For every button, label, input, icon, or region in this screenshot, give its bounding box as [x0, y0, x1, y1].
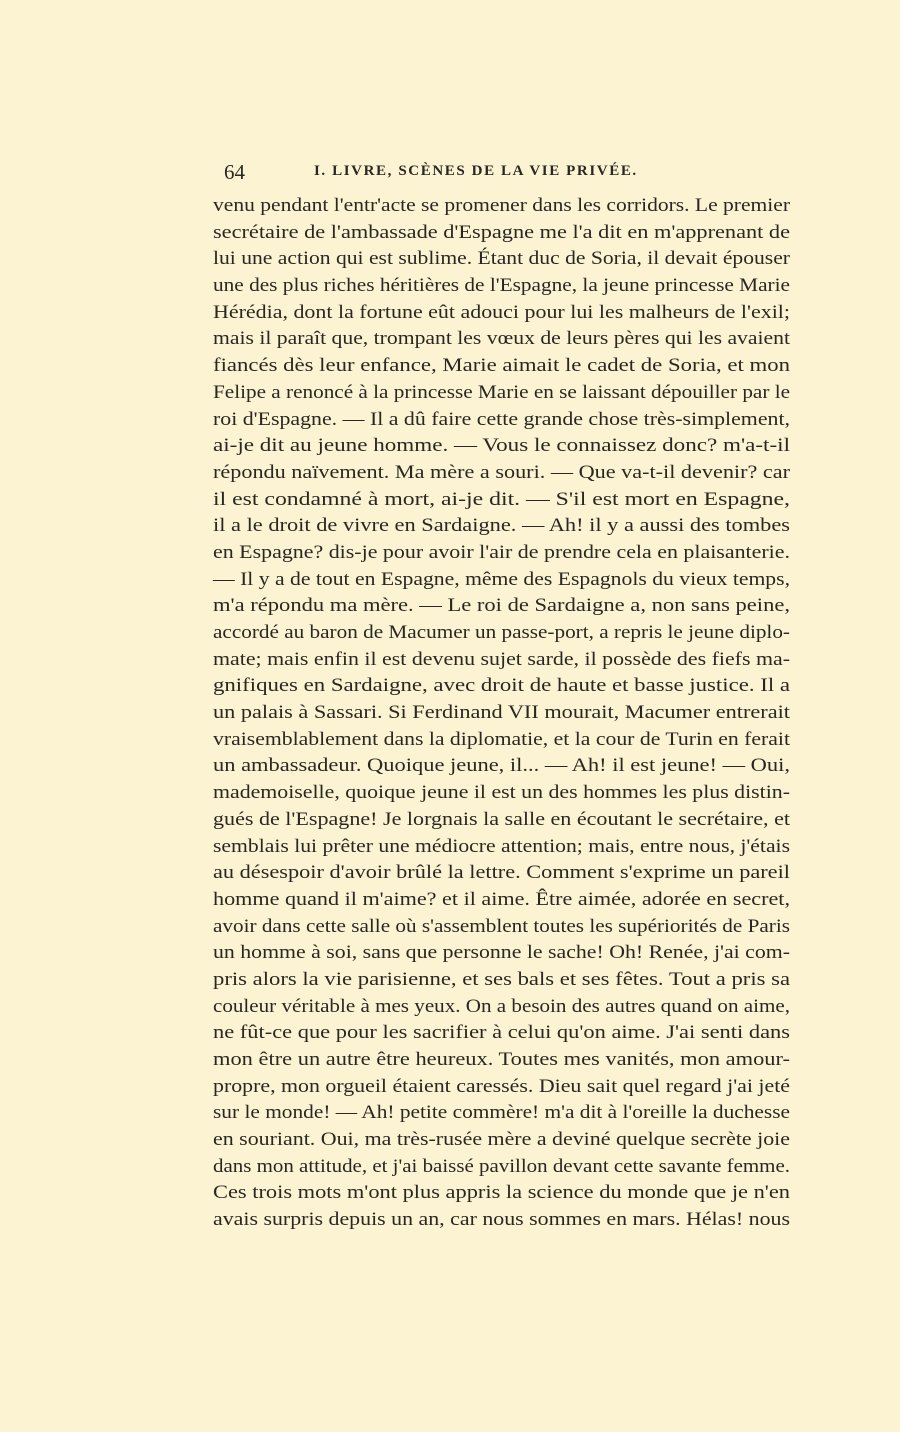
text-line-content: dans mon attitude, et j'ai baissé pavillon devant cette savante femme.: [213, 1155, 790, 1177]
text-line-content: — Il y a de tout en Espagne, même des Espagnols du vieux temps,: [213, 568, 790, 590]
text-line-content: mate; mais enfin il est devenu sujet sarde, il possède des fiefs ma-: [213, 648, 790, 670]
text-line: [213, 647, 790, 674]
text-line: [213, 1100, 790, 1127]
text-line: [213, 780, 790, 807]
text-line: [213, 433, 790, 460]
text-line: [213, 1047, 790, 1074]
text-line-content: couleur véritable à mes yeux. On a besoin des autres quand on aime,: [213, 995, 790, 1017]
text-line: [213, 1154, 790, 1181]
text-line-content: ne fût-ce que pour les sacrifier à celui qu'on aime. J'ai senti dans: [213, 1022, 790, 1044]
text-line-content: en souriant. Oui, ma très-rusée mère a deviné quelque secrète joie: [213, 1129, 790, 1151]
text-line-content: venu pendant l'entr'acte se promener dans les corridors. Le premier: [213, 195, 790, 216]
body-text: [213, 193, 790, 1234]
text-line-content: avoir dans cette salle où s'assemblent toutes les supériorités de Paris: [213, 915, 790, 937]
text-line: [213, 407, 790, 434]
text-line-content: il a le droit de vivre en Sardaigne. — Ah! il y a aussi des tombes: [213, 515, 790, 537]
text-line: [213, 620, 790, 647]
text-line-content: roi d'Espagne. — Il a dû faire cette grande chose très-simplement,: [213, 408, 790, 430]
text-line-content: répondu naïvement. Ma mère a souri. — Que va-t-il devenir? car: [213, 461, 790, 483]
text-line: [213, 273, 790, 300]
text-line: [213, 246, 790, 273]
text-line: [213, 914, 790, 941]
text-line: [213, 540, 790, 567]
text-line: [213, 887, 790, 914]
text-line: [213, 727, 790, 754]
text-line-content: vraisemblablement dans la diplomatie, et la cour de Turin en ferait: [213, 728, 790, 750]
text-line-content: accordé au baron de Macumer un passe-port, a repris le jeune diplo-: [213, 622, 790, 643]
text-line-content: un homme à soi, sans que personne le sache! Oh! Renée, j'ai com-: [213, 942, 790, 964]
text-line-content: au désespoir d'avoir brûlé la lettre. Comment s'exprime un pareil: [213, 862, 790, 884]
text-line-content: gués de l'Espagne! Je lorgnais la salle en écoutant le secrétaire, et: [213, 808, 790, 830]
text-line-content: il est condamné à mort, ai-je dit. — S'il est mort en Espagne,: [213, 488, 790, 510]
text-line: [213, 193, 790, 220]
text-line: [213, 807, 790, 834]
text-line: [213, 700, 790, 727]
text-line-content: fiancés dès leur enfance, Marie aimait le cadet de Soria, et mon: [213, 355, 790, 377]
page-header: [214, 160, 794, 188]
text-line-content: pris alors la vie parisienne, et ses bals et ses fêtes. Tout a pris sa: [213, 968, 790, 990]
text-line-content: avais surpris depuis un an, car nous sommes en mars. Hélas! nous: [213, 1209, 790, 1231]
text-line-content: Hérédia, dont la fortune eût adouci pour lui les malheurs de l'exil;: [213, 301, 790, 323]
text-line-content: m'a répondu ma mère. — Le roi de Sardaigne a, non sans peine,: [213, 595, 790, 617]
text-line: [213, 326, 790, 353]
text-line: [213, 567, 790, 594]
text-line-content: semblais lui prêter une médiocre attention; mais, entre nous, j'étais: [213, 835, 790, 857]
text-line: [213, 940, 790, 967]
text-line: [213, 1180, 790, 1207]
text-line: [213, 1020, 790, 1047]
text-line-content: mon être un autre être heureux. Toutes mes vanités, mon amour-: [213, 1049, 790, 1070]
text-line: [213, 1207, 790, 1234]
text-line-content: lui une action qui est sublime. Étant duc de Soria, il devait épouser: [213, 248, 790, 270]
text-line-content: Felipe a renoncé à la princesse Marie en se laissant dépouiller par le: [213, 381, 790, 403]
text-line: [213, 460, 790, 487]
text-line: [213, 994, 790, 1021]
text-line: [213, 860, 790, 887]
text-line-content: propre, mon orgueil étaient caressés. Dieu sait quel regard j'ai jeté: [213, 1075, 790, 1097]
text-line-content: homme quand il m'aime? et il aime. Être aimée, adorée en secret,: [213, 888, 790, 910]
text-line: [213, 1074, 790, 1101]
text-line: [213, 1127, 790, 1154]
text-line: [213, 353, 790, 380]
text-line: [213, 220, 790, 247]
text-line: [213, 834, 790, 861]
text-line-content: Ces trois mots m'ont plus appris la science du monde que je n'en: [213, 1182, 790, 1204]
text-line: [213, 487, 790, 514]
text-line-content: un ambassadeur. Quoique jeune, il... — Ah! il est jeune! — Oui,: [213, 755, 790, 777]
text-line-content: mademoiselle, quoique jeune il est un des hommes les plus distin-: [213, 782, 790, 804]
page-number: 64: [224, 160, 245, 184]
running-title: I. LIVRE, SCÈNES DE LA VIE PRIVÉE.: [314, 163, 638, 179]
text-line: [213, 300, 790, 327]
text-line-content: gnifiques en Sardaigne, avec droit de haute et basse justice. Il a: [213, 675, 790, 697]
text-line: [213, 593, 790, 620]
text-line-content: ai-je dit au jeune homme. — Vous le connaissez donc? m'a-t-il: [213, 435, 790, 457]
text-line-content: une des plus riches héritières de l'Espagne, la jeune princesse Marie: [213, 275, 790, 297]
text-line-content: un palais à Sassari. Si Ferdinand VII mourait, Macumer entrerait: [213, 702, 790, 724]
text-line: [213, 967, 790, 994]
text-line-content: en Espagne? dis-je pour avoir l'air de prendre cela en plaisanterie.: [213, 541, 790, 563]
text-line: [213, 513, 790, 540]
text-line-content: sur le monde! — Ah! petite commère! m'a dit à l'oreille la duchesse: [213, 1102, 790, 1124]
text-line: [213, 673, 790, 700]
text-line-content: mais il paraît que, trompant les vœux de leurs pères qui les avaient: [213, 328, 790, 350]
text-line-content: secrétaire de l'ambassade d'Espagne me l'a dit en m'apprenant de: [213, 221, 790, 243]
text-line: [213, 380, 790, 407]
text-line: [213, 753, 790, 780]
